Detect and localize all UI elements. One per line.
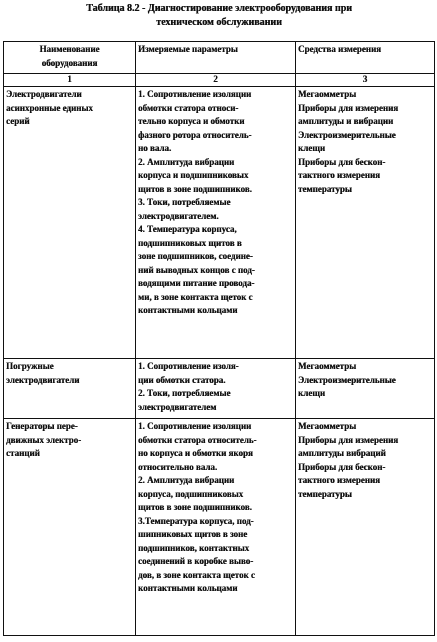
instruments-cell-line: тактного измерения: [298, 170, 380, 180]
equipment-cell-line: станций: [6, 448, 40, 458]
instruments-cell-line: Приборы для бескон-: [298, 156, 386, 167]
table-row: [4, 87, 435, 359]
parameters-cell-line: обмотки статора относи-: [138, 102, 239, 113]
parameters-cell-line: обмотки статора относитель-: [138, 434, 257, 445]
parameters-cell-line: 1. Сопротивление изоля-: [138, 361, 239, 371]
parameters-cell-line: электродвигателем: [138, 401, 217, 412]
equipment-cell-line: Электродвигатели: [6, 89, 82, 99]
header-instruments: [296, 42, 435, 74]
header-row: [4, 42, 435, 74]
diagnostics-table: [3, 41, 435, 636]
equipment-cell-line: Генераторы пере-: [6, 421, 78, 431]
column-number: 1: [4, 74, 136, 87]
equipment-cell-line: движных электро-: [6, 434, 82, 445]
table-row: [4, 419, 435, 636]
header-instruments-line: Средства измерения: [298, 44, 381, 54]
parameters-cell-line: 4. Температура корпуса,: [138, 224, 237, 234]
header-equipment-line: оборудования: [41, 57, 98, 68]
equipment-cell: [4, 87, 136, 359]
instruments-cell-line: клещи: [298, 143, 326, 153]
parameters-cell-line: фазного ротора относитель-: [138, 129, 252, 140]
parameters-cell-line: корпуса и подшипниковых: [138, 170, 249, 180]
parameters-cell-line: электродвигателем.: [138, 210, 219, 221]
parameters-cell-line: ний выводных концов с под-: [138, 264, 255, 275]
instruments-cell-line: Приборы для измерения: [298, 102, 399, 113]
instruments-cell-line: Электроизмерительные: [298, 129, 396, 140]
column-number-row: [4, 74, 435, 87]
equipment-cell-line: серий: [6, 116, 30, 126]
instruments-cell-line: температуры: [298, 183, 352, 194]
header-equipment-line: Наименование: [39, 44, 100, 54]
instruments-cell-line: клещи: [298, 388, 326, 398]
instruments-cell-line: амплитуды вибраций: [298, 448, 386, 458]
parameters-cell: [136, 419, 296, 636]
instruments-cell-line: тактного измерения: [298, 475, 380, 485]
header-equipment: [4, 42, 136, 74]
instruments-cell-line: Приборы для измерения: [298, 434, 399, 445]
parameters-cell-line: щитов в зоне подшипников.: [138, 183, 252, 194]
instruments-cell-line: Приборы для бескон-: [298, 461, 386, 472]
parameters-cell-line: подшипников, контактных: [138, 542, 250, 553]
parameters-cell-line: подшипниковых щитов в: [138, 237, 242, 248]
equipment-cell: [4, 419, 136, 636]
parameters-cell-line: водящими питание проводa-: [138, 278, 255, 288]
instruments-cell-line: амплитуды и вибрации: [298, 116, 394, 126]
equipment-cell-line: электродвигатели: [6, 374, 80, 385]
parameters-cell-line: тельно корпуса и обмотки: [138, 116, 245, 126]
instruments-cell-line: Мегаомметры: [298, 89, 357, 99]
instruments-cell-line: Мегаомметры: [298, 421, 357, 431]
diagnostics-table-container: [3, 41, 434, 636]
instruments-cell: [296, 87, 435, 359]
header-parameters-line: Измеряемые параметры: [138, 44, 238, 54]
parameters-cell-line: дов, в зоне контакта щеток с: [138, 569, 255, 580]
instruments-cell-line: Мегаомметры: [298, 361, 357, 371]
parameters-cell-line: но корпуса и обмотки якоря: [138, 448, 253, 458]
parameters-cell-line: зоне подшипников, соедине-: [138, 251, 253, 261]
column-number: 3: [296, 74, 435, 87]
caption-line-1: Таблица 8.2 - Диагностирование электрооборудования при: [86, 3, 352, 14]
equipment-cell: [4, 359, 136, 419]
parameters-cell-line: 3. Токи, потребляемые: [138, 197, 231, 207]
instruments-cell: [296, 419, 435, 636]
parameters-cell-line: шипниковых щитов в зоне: [138, 529, 248, 539]
parameters-cell-line: 3.Температура корпуса, под-: [138, 515, 254, 526]
instruments-cell-line: температуры: [298, 488, 352, 499]
equipment-cell-line: Погружные: [6, 361, 54, 371]
column-number: 2: [136, 74, 296, 87]
parameters-cell-line: ции обмотки статора.: [138, 374, 226, 385]
parameters-cell-line: 2. Амплитуда вибрации: [138, 156, 235, 167]
caption-line-2: техническом обслуживании: [156, 17, 282, 28]
parameters-cell: [136, 359, 296, 419]
parameters-cell-line: контактными кольцами: [138, 583, 238, 593]
parameters-cell-line: соединений в коробке выво-: [138, 556, 254, 566]
parameters-cell-line: 1. Сопротивление изоляции: [138, 89, 252, 99]
parameters-cell-line: щитов в зоне подшипников.: [138, 502, 252, 512]
parameters-cell-line: 1. Сопротивление изоляции: [138, 421, 252, 431]
parameters-cell-line: контактными кольцами: [138, 305, 238, 315]
parameters-cell-line: ми, в зоне контакта щеток с: [138, 291, 253, 302]
instruments-cell: [296, 359, 435, 419]
table-row: [4, 359, 435, 419]
parameters-cell: [136, 87, 296, 359]
instruments-cell-line: Электроизмерительные: [298, 374, 396, 385]
parameters-cell-line: корпуса, подшипниковых: [138, 488, 244, 499]
parameters-cell-line: 2. Токи, потребляемые: [138, 388, 231, 398]
table-caption: [4, 2, 434, 30]
parameters-cell-line: относительно вала.: [138, 461, 218, 472]
equipment-cell-line: асинхронные единых: [6, 102, 93, 113]
header-parameters: [136, 42, 296, 74]
parameters-cell-line: 2. Амплитуда вибрации: [138, 475, 235, 485]
parameters-cell-line: но вала.: [138, 143, 172, 153]
